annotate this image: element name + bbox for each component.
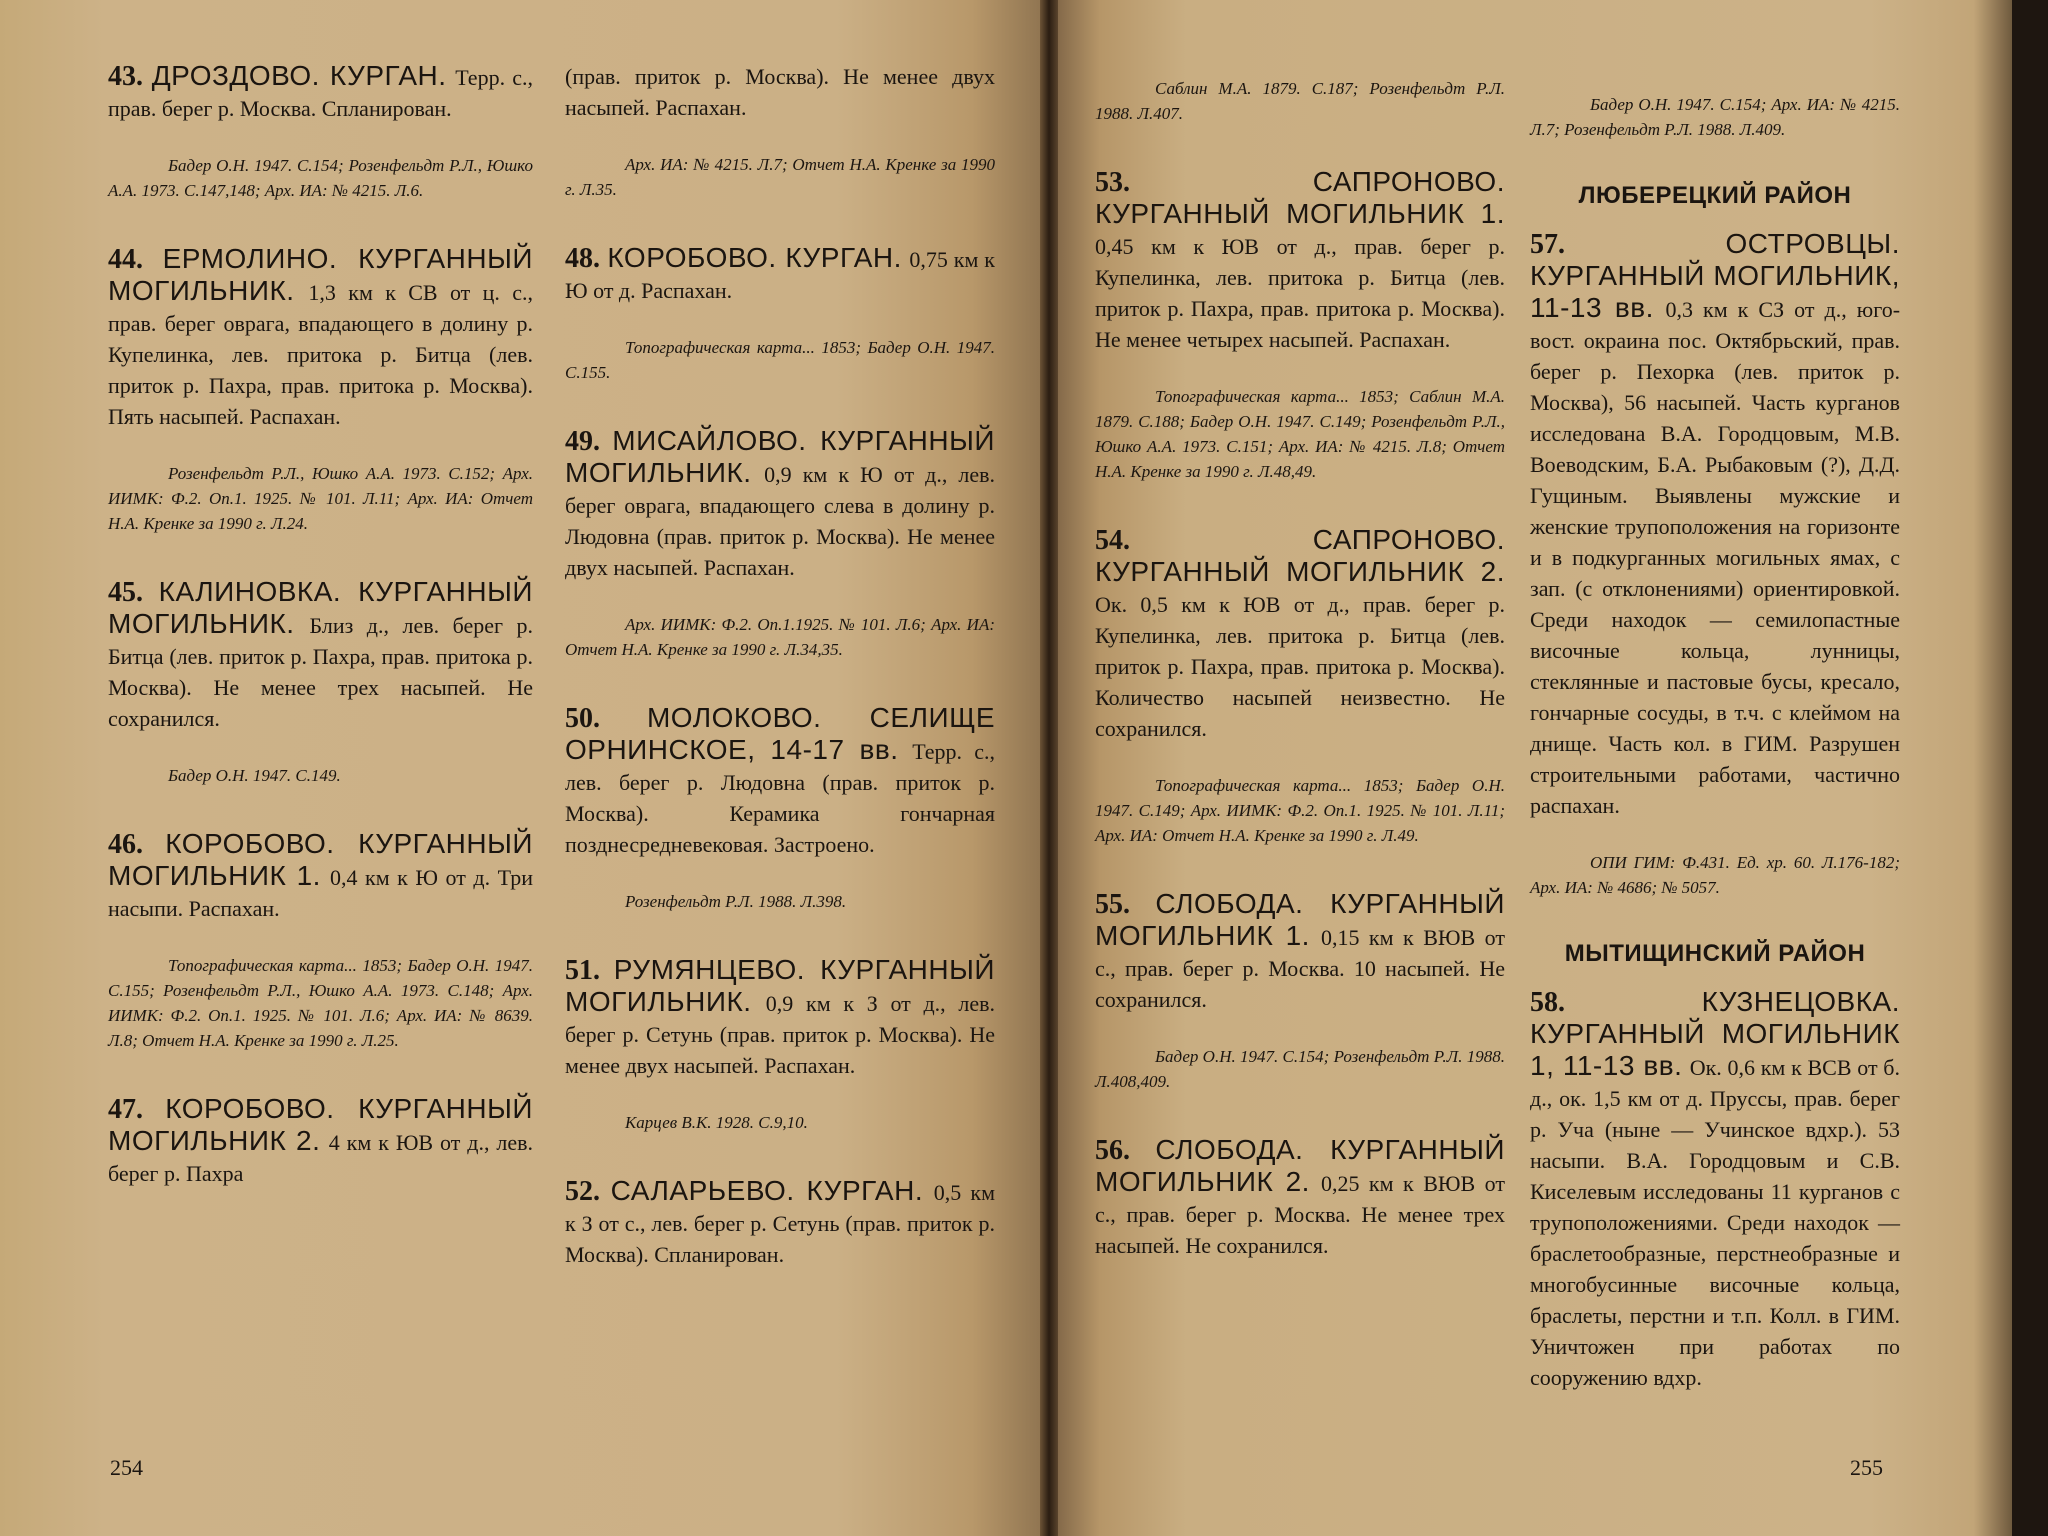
entry-description: Близ д., лев. берег р. Битца (лев. приток р. Пахра, прав. притока р. Москва). Не менее трех насыпей. Не сохранился. <box>108 613 533 731</box>
entry-title: МИСАЙЛОВО. КУРГАННЫЙ МОГИЛЬНИК. <box>565 425 995 488</box>
entry-references: Бадер О.Н. 1947. С.154; Арх. ИА: № 4215. Л.7; Розенфельдт Р.Л. 1988. Л.409. <box>1530 95 1900 139</box>
entry-description: 0,25 км к ВЮВ от с., прав. берег р. Москва. Не менее трех насыпей. Не сохранился. <box>1095 1171 1505 1258</box>
entry-number: 54. <box>1095 525 1130 556</box>
entry-title: САПРОНОВО. КУРГАННЫЙ МОГИЛЬНИК 1. <box>1095 166 1505 229</box>
entry-references: Бадер О.Н. 1947. С.154; Розенфельдт Р.Л. 1988. Л.408,409. <box>1095 1047 1505 1091</box>
entry-text <box>1095 1134 1505 1260</box>
entry-number: 46. <box>108 829 143 860</box>
entry-title: ОСТРОВЦЫ. КУРГАННЫЙ МОГИЛЬНИК, 11-13 вв. <box>1530 228 1900 323</box>
entry-references: Карцев В.К. 1928. С.9,10. <box>625 1113 808 1132</box>
entry-references: Саблин М.А. 1879. С.187; Розенфельдт Р.Л. 1988. Л.407. <box>1095 79 1505 123</box>
entry-number: 43. <box>108 61 143 92</box>
entry-text <box>1095 888 1505 1014</box>
entry-number: 57. <box>1530 229 1565 260</box>
entry-references: Бадер О.Н. 1947. С.149. <box>168 766 341 785</box>
page-number-left: 254 <box>110 1455 143 1480</box>
entry-text <box>1530 986 1900 1392</box>
catalog-entry <box>565 1175 995 1269</box>
entry-number: 55. <box>1095 889 1130 920</box>
entry-title: КОРОБОВО. КУРГАННЫЙ МОГИЛЬНИК 1. <box>108 828 533 891</box>
catalog-entry <box>108 60 533 203</box>
entry-references: Топографическая карта... 1853; Бадер О.Н. 1947. С.155; Розенфельдт Р.Л., Юшко А.А. 1973. С.148; Арх. ИИМК: Ф.2. Оп.1. 1925. № 101. Л.6; Арх. ИА: № 8639. Л.8; Отчет Н.А. Кренке за 1990 г. Л.25. <box>108 956 533 1050</box>
entry-description: 4 км к ЮВ от д., лев. берег р. Пахра <box>108 1130 533 1186</box>
column-4 <box>1530 62 1900 1398</box>
entry-description: Терр. с., лев. берег р. Людовна (прав. приток р. Москва). Керамика гончарная позднесредневековая. Застроено. <box>565 739 995 857</box>
entry-title: РУМЯНЦЕВО. КУРГАННЫЙ МОГИЛЬНИК. <box>565 954 995 1017</box>
entry-text <box>565 425 995 582</box>
catalog-entry <box>1095 524 1505 848</box>
page-number-right: 255 <box>1850 1455 1883 1480</box>
catalog-entry <box>1530 228 1900 900</box>
entry-description: 0,5 км к З от с., лев. берег р. Сетунь (прав. приток р. Москва). Спланирован. <box>565 1180 995 1267</box>
entry-number: 53. <box>1095 167 1130 198</box>
entry-text <box>108 243 533 431</box>
catalog-entry <box>1095 76 1505 126</box>
entry-references: Топографическая карта... 1853; Бадер О.Н. 1947. С.149; Арх. ИИМК: Ф.2. Оп.1. 1925. № 101. Л.11; Арх. ИА: Отчет Н.А. Кренке за 1990 г. Л.49. <box>1095 776 1505 845</box>
entry-description: 0,75 км к Ю от д. Распахан. <box>565 247 995 303</box>
entry-title: КОРОБОВО. КУРГАННЫЙ МОГИЛЬНИК 2. <box>108 1093 533 1156</box>
entry-references: Розенфельдт Р.Л., Юшко А.А. 1973. С.152; Арх. ИИМК: Ф.2. Оп.1. 1925. № 101. Л.11; Арх. ИА: Отчет Н.А. Кренке за 1990 г. Л.24. <box>108 464 533 533</box>
entry-text <box>565 1175 995 1269</box>
entry-references: Бадер О.Н. 1947. С.154; Розенфельдт Р.Л., Юшко А.А. 1973. С.147,148; Арх. ИА: № 4215. Л.6. <box>108 156 533 200</box>
entry-title: САЛАРЬЕВО. КУРГАН. <box>610 1175 924 1206</box>
entry-title: КАЛИНОВКА. КУРГАННЫЙ МОГИЛЬНИК. <box>108 576 534 639</box>
entry-title: САПРОНОВО. КУРГАННЫЙ МОГИЛЬНИК 2. <box>1095 524 1505 587</box>
entry-title: КУЗНЕЦОВКА. КУРГАННЫЙ МОГИЛЬНИК 1, 11-13 вв. <box>1530 986 1900 1081</box>
entry-description: 0,9 км к Ю от д., лев. берег оврага, впадающего слева в долину р. Людовна (прав. приток р. Москва). Не менее двух насыпей. Распахан. <box>565 462 996 580</box>
entry-text <box>108 576 533 733</box>
entry-text <box>108 1093 533 1188</box>
entry-text <box>565 702 995 859</box>
entry-description: 0,15 км к ВЮВ от с., прав. берег р. Москва. 10 насыпей. Не сохранился. <box>1095 925 1505 1012</box>
entry-text <box>1095 166 1505 354</box>
catalog-entry <box>565 702 995 914</box>
entry-description: Ок. 0,6 км к ВСВ от б. д., ок. 1,5 км от д. Пруссы, прав. берег р. Уча (ныне — Учинское вдхр.). 53 насыпи. В.А. Городцовым и С.В. Киселевым исследованы 11 курганов с трупоположениями. Среди находок — браслетообразные, перстнеобразные и многобусинные височные кольца, браслеты, перстни и т.п. Колл. в ГИМ. Уничтожен при работах по сооружению вдхр. <box>1530 1055 1900 1390</box>
catalog-entry <box>1530 92 1900 142</box>
catalog-entry <box>1095 1134 1505 1260</box>
entry-references: ОПИ ГИМ: Ф.431. Ед. хр. 60. Л.176-182; Арх. ИА: № 4686; № 5057. <box>1530 853 1900 897</box>
entry-title: МОЛОКОВО. СЕЛИЩЕ ОРНИНСКОЕ, 14-17 вв. <box>565 702 995 765</box>
entry-references: Топографическая карта... 1853; Бадер О.Н. 1947. С.155. <box>565 338 995 382</box>
book-gutter <box>1040 0 1058 1536</box>
entry-title: СЛОБОДА. КУРГАННЫЙ МОГИЛЬНИК 2. <box>1095 1134 1505 1197</box>
catalog-entry <box>565 954 995 1135</box>
entry-references: Арх. ИИМК: Ф.2. Оп.1.1925. № 101. Л.6; Арх. ИА: Отчет Н.А. Кренке за 1990 г. Л.34,35. <box>565 615 995 659</box>
entry-title: ДРОЗДОВО. КУРГАН. <box>151 60 447 91</box>
catalog-entry <box>1095 166 1505 484</box>
column-1 <box>108 60 533 1194</box>
entry-text <box>1530 228 1900 820</box>
entry-number: 51. <box>565 955 600 986</box>
entry-description: Терр. с., прав. берег р. Москва. Спланирован. <box>108 65 534 121</box>
entry-description: 0,9 км к З от д., лев. берег р. Сетунь (прав. приток р. Москва). Не менее двух насыпей. Распахан. <box>565 991 996 1078</box>
entry-text <box>108 60 533 123</box>
entry-references: Розенфельдт Р.Л. 1988. Л.398. <box>625 892 847 911</box>
entry-number: 44. <box>108 244 143 275</box>
entry-text <box>565 60 995 122</box>
catalog-entry <box>108 828 533 1053</box>
entry-title: СЛОБОДА. КУРГАННЫЙ МОГИЛЬНИК 1. <box>1095 888 1505 951</box>
entry-text <box>108 828 533 923</box>
entry-title: ЕРМОЛИНО. КУРГАННЫЙ МОГИЛЬНИК. <box>108 243 534 306</box>
entry-text <box>565 242 995 305</box>
catalog-entry <box>565 60 995 202</box>
district-heading: МЫТИЩИНСКИЙ РАЙОН <box>1564 940 1866 967</box>
catalog-entry <box>565 242 995 385</box>
entry-description: (прав. приток р. Москва). Не менее двух насыпей. Распахан. <box>565 64 995 120</box>
catalog-entry <box>108 243 533 536</box>
catalog-entry <box>108 576 533 788</box>
entry-number: 47. <box>108 1094 143 1125</box>
entry-number: 50. <box>565 703 600 734</box>
entry-description: 0,45 км к ЮВ от д., прав. берег р. Купелинка, лев. притока р. Битца (лев. приток р. Пахра, прав. притока р. Москва). Не менее четырех насыпей. Распахан. <box>1095 234 1505 352</box>
entry-description: 0,4 км к Ю от д. Три насыпи. Распахан. <box>108 865 533 921</box>
entry-number: 52. <box>565 1176 600 1207</box>
entry-number: 58. <box>1530 987 1565 1018</box>
entry-title: КОРОБОВО. КУРГАН. <box>607 242 902 273</box>
entry-text <box>565 954 995 1080</box>
entry-description: Ок. 0,5 км к ЮВ от д., прав. берег р. Купелинка, лев. притока р. Битца (лев. приток р. Пахра, прав. притока р. Москва). Количество насыпей неизвестно. Не сохранился. <box>1095 592 1505 741</box>
catalog-entry <box>565 425 995 662</box>
column-3 <box>1095 46 1505 1266</box>
entry-references: Топографическая карта... 1853; Саблин М.А. 1879. С.188; Бадер О.Н. 1947. С.149; Розенфельдт Р.Л., Юшко А.А. 1973. С.151; Арх. ИА: № 4215. Л.8; Отчет Н.А. Кренке за 1990 г. Л.48,49. <box>1095 387 1505 481</box>
entry-number: 49. <box>565 426 600 457</box>
entry-text <box>1095 524 1505 743</box>
entry-number: 56. <box>1095 1135 1130 1166</box>
entry-description: 0,3 км к СЗ от д., юго-вост. окраина пос. Октябрьский, прав. берег р. Пехорка (лев. приток р. Москва), 56 насыпей. Часть курганов исследована В.А. Городцовым, М.В. Воеводским, Б.А. Рыбаковым (?), Д.Д. Гущиным. Выявлены мужские и женские трупоположения на горизонте и в подкурганных могильных ямах, с зап. (с отклонениями) ориентировкой. Среди находок — семилопастные височные кольца, лунницы, стеклянные и пастовые бусы, кресало, гончарные сосуды, в т.ч. с клеймом на днище. Часть кол. в ГИМ. Разрушен строительными работами, частично распахан. <box>1530 297 1901 818</box>
column-2 <box>565 60 995 1275</box>
catalog-entry <box>108 1093 533 1188</box>
entry-description: 1,3 км к СВ от ц. с., прав. берег оврага, впадающего в долину р. Купелинка, лев. притока р. Битца (лев. приток р. Пахра, прав. притока р. Москва). Пять насыпей. Распахан. <box>108 280 533 429</box>
entry-number: 48. <box>565 243 600 274</box>
catalog-entry <box>1530 986 1900 1392</box>
entry-number: 45. <box>108 577 143 608</box>
entry-references: Арх. ИА: № 4215. Л.7; Отчет Н.А. Кренке за 1990 г. Л.35. <box>565 155 995 199</box>
district-heading: ЛЮБЕРЕЦКИЙ РАЙОН <box>1578 182 1852 209</box>
catalog-entry <box>1095 888 1505 1094</box>
